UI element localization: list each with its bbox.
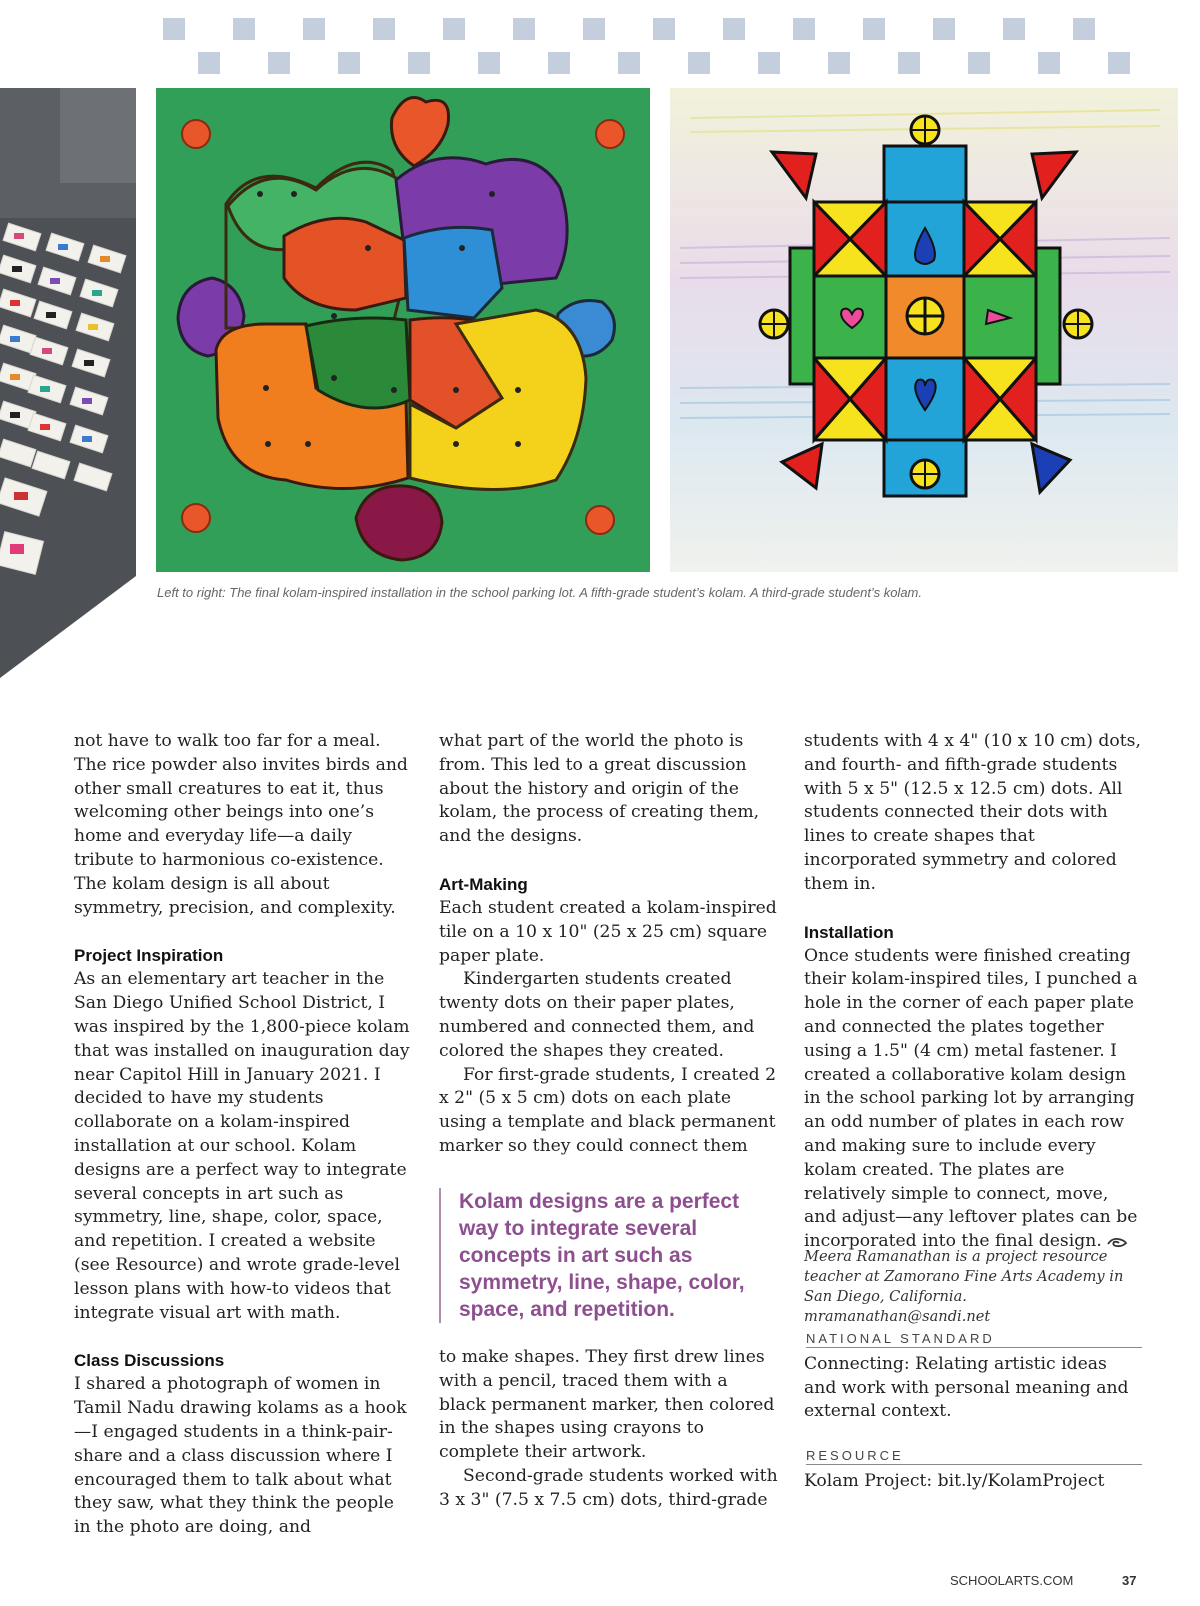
body-paragraph: what part of the world the photo is from. This led to a great discussion about the history and origin of the kolam, the process of creating them, and the designs. <box>439 731 760 847</box>
body-paragraph <box>804 945 1144 1254</box>
column-1 <box>74 730 412 1540</box>
body-paragraph: Each student created a kolam-inspired tile on a 10 x 10" (25 x 25 cm) square paper plate. <box>439 897 777 966</box>
body-paragraph: students with 4 x 4" (10 x 10 cm) dots, and fourth- and fifth-grade students with 5 x 5" (12.5 x 12.5 cm) dots. All students connected their dots with lines to create shapes that incorporated symmetry and colored them in. <box>804 731 1141 894</box>
body-paragraph: not have to walk too far for a meal. The rice powder also invites birds and other small creatures to eat it, thus welcoming other beings into one’s home and everyday life—a daily tribute to harmonious co-existence. The kolam design is all about symmetry, precision, and complexity. <box>74 731 408 918</box>
page-number: 37 <box>1122 1573 1137 1588</box>
heading-class-discussions: Class Discussions <box>74 1351 225 1371</box>
body-paragraph: For first-grade students, I created 2 x 2" (5 x 5 cm) dots on each plate using a template and black permanent marker so they could connect them <box>439 1064 777 1156</box>
heading-art-making: Art-Making <box>439 874 528 894</box>
checker-pattern-decoration <box>0 0 1200 80</box>
fifth-grade-kolam-image <box>156 88 650 572</box>
footer-site: SCHOOLARTS.COM <box>950 1573 1074 1588</box>
body-paragraph: As an elementary art teacher in the San Diego Unified School District, I was inspired by the 1,800-piece kolam that was installed on inauguration day near Capitol Hill in January 2021. I decided to have my students collaborate on a kolam-inspired installation at our school. Kolam designs are a perfect way to integrate several concepts in art such as symmetry, line, shape, color, space, and repetition. I created a website (see Resource) and wrote grade-level lesson plans with how-to videos that integrate visual art with math. <box>74 969 410 1323</box>
national-standard-text: Connecting: Relating artistic ideas and work with personal meaning and external context. <box>804 1354 1129 1421</box>
photo-caption: Left to right: The final kolam-inspired installation in the school parking lot. A fifth-grade student’s kolam. A third-grade student’s kolam. <box>157 585 922 600</box>
column-2 <box>439 730 779 1159</box>
heading-project-inspiration: Project Inspiration <box>74 946 224 966</box>
heading-installation: Installation <box>804 922 894 942</box>
column-2-continued <box>439 1346 779 1513</box>
installation-text: Once students were finished creating their kolam-inspired tiles, I punched a hole in the corner of each paper plate and connected the plates together using a 1.5" (4 cm) metal fastener. I created a collaborative kolam design in the school parking lot by arranging an odd number of plates in each row and making sure to include every kolam created. The plates are relatively simple to connect, move, and adjust—any leftover plates can be incorporated into the final design. <box>804 945 1138 1252</box>
end-mark-icon <box>1106 1236 1128 1248</box>
column-3 <box>804 730 1144 1254</box>
third-grade-kolam-image <box>670 88 1178 572</box>
body-paragraph: Second-grade students worked with 3 x 3" (7.5 x 7.5 cm) dots, third-grade <box>439 1465 778 1510</box>
installation-photo <box>0 88 136 678</box>
body-paragraph: Kindergarten students created twenty dots on their paper plates, numbered and connected them, and colored the shapes they created. <box>439 969 755 1061</box>
national-standard-label: NATIONAL STANDARD <box>806 1331 1142 1348</box>
author-bio: Meera Ramanathan is a project resource teacher at Zamorano Fine Arts Academy in San Diego, California. mramanathan@sandi.net <box>804 1248 1124 1325</box>
resource-label: RESOURCE <box>806 1448 1142 1465</box>
resource-text: Kolam Project: bit.ly/KolamProject <box>804 1471 1105 1491</box>
body-paragraph: to make shapes. They first drew lines with a pencil, traced them with a black permanent marker, then colored in the shapes using crayons to complete their artwork. <box>439 1347 775 1463</box>
body-paragraph: I shared a photograph of women in Tamil Nadu drawing kolams as a hook—I engaged students in a think-pair-share and a class discussion where I encouraged them to talk about what they saw, what they think the people in the photo are doing, and <box>74 1374 407 1538</box>
pull-quote: Kolam designs are a perfect way to integrate several concepts in art such as symmetry, line, shape, color, space, and repetition. <box>439 1188 779 1323</box>
